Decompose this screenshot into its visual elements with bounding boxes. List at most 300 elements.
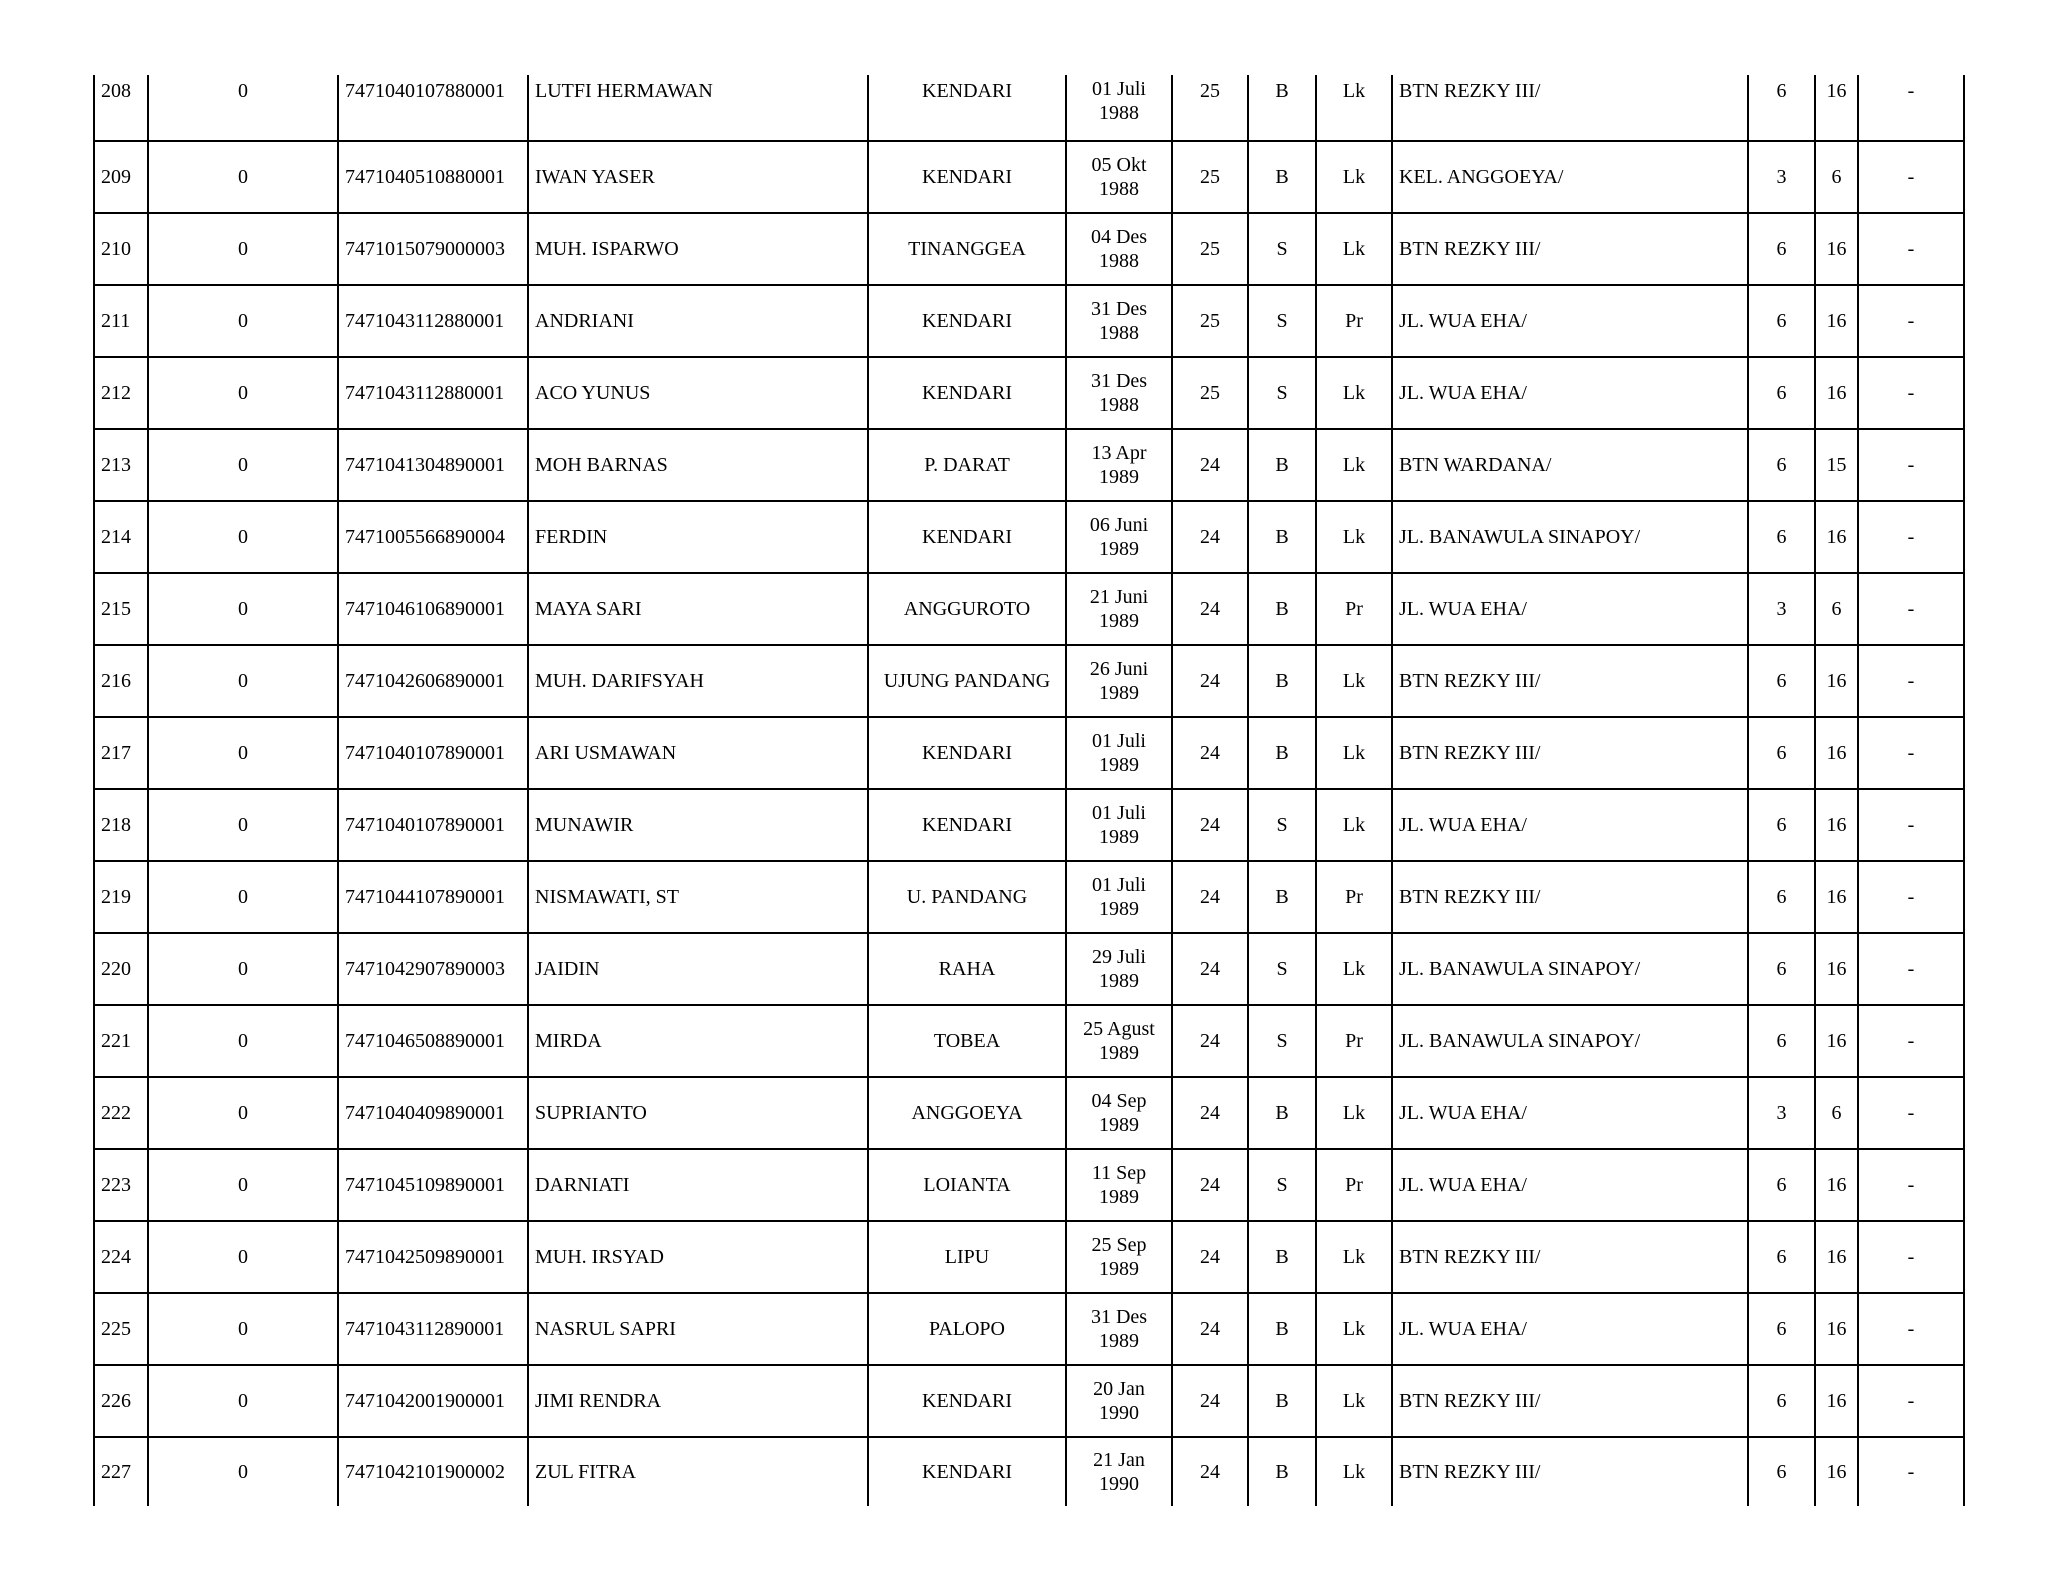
birthplace-cell: ANGGUROTO (868, 573, 1066, 645)
birthdate-cell (1066, 1077, 1172, 1149)
birthplace-cell: TOBEA (868, 1005, 1066, 1077)
birthdate-cell (1066, 1221, 1172, 1293)
age-cell: 24 (1172, 645, 1248, 717)
address-cell: JL. WUA EHA/ (1392, 573, 1748, 645)
gender-cell: Lk (1316, 645, 1392, 717)
marital-status-cell: S (1248, 1149, 1316, 1221)
nik-cell: 7471046106890001 (338, 573, 528, 645)
marital-status-cell: B (1248, 1437, 1316, 1506)
birthdate-day-month: 26 Juni (1089, 658, 1149, 680)
rt-cell: 3 (1748, 141, 1815, 213)
rw-cell: 6 (1815, 141, 1858, 213)
row-number: 220 (94, 933, 148, 1005)
name-cell: DARNIATI (528, 1149, 868, 1221)
birthdate-day-month: 04 Sep (1091, 1090, 1147, 1112)
nik-cell: 7471045109890001 (338, 1149, 528, 1221)
gender-cell: Lk (1316, 1293, 1392, 1365)
rt-cell: 6 (1748, 285, 1815, 357)
note-cell: - (1858, 1365, 1964, 1437)
nik-cell: 7471040510880001 (338, 141, 528, 213)
gender-cell: Pr (1316, 861, 1392, 933)
birthdate-day-month: 31 Des (1090, 298, 1148, 320)
table-row (94, 933, 1964, 1005)
rw-cell: 16 (1815, 1005, 1858, 1077)
birthdate-year: 1988 (1099, 322, 1139, 344)
row-number: 214 (94, 501, 148, 573)
address-cell: JL. WUA EHA/ (1392, 285, 1748, 357)
birthdate-day-month: 20 Jan (1093, 1378, 1145, 1400)
row-number: 213 (94, 429, 148, 501)
address-cell: JL. WUA EHA/ (1392, 1293, 1748, 1365)
gender-cell: Lk (1316, 717, 1392, 789)
note-cell: - (1858, 645, 1964, 717)
birthdate-cell (1066, 357, 1172, 429)
name-cell: MOH BARNAS (528, 429, 868, 501)
note-cell: - (1858, 861, 1964, 933)
marital-status-cell: S (1248, 357, 1316, 429)
rt-cell: 6 (1748, 789, 1815, 861)
rw-cell: 16 (1815, 501, 1858, 573)
birthdate-year: 1989 (1099, 970, 1139, 992)
rt-cell: 6 (1748, 1437, 1815, 1506)
table-row (94, 429, 1964, 501)
note-cell: - (1858, 933, 1964, 1005)
nik-cell: 7471040409890001 (338, 1077, 528, 1149)
address-cell: JL. BANAWULA SINAPOY/ (1392, 1005, 1748, 1077)
birthdate-year: 1989 (1099, 538, 1139, 560)
age-cell: 25 (1172, 357, 1248, 429)
note-cell: - (1858, 1293, 1964, 1365)
rw-cell: 16 (1815, 357, 1858, 429)
gender-cell: Lk (1316, 1437, 1392, 1506)
birthdate-year: 1989 (1099, 1114, 1139, 1136)
row-number: 212 (94, 357, 148, 429)
age-cell: 24 (1172, 501, 1248, 573)
note-cell: - (1858, 573, 1964, 645)
rw-cell: 16 (1815, 1293, 1858, 1365)
birthdate-day-month: 21 Jan (1093, 1449, 1145, 1471)
birthplace-cell: KENDARI (868, 285, 1066, 357)
rw-cell: 16 (1815, 1437, 1858, 1506)
row-number: 222 (94, 1077, 148, 1149)
birthdate-day-month: 31 Des (1090, 1306, 1148, 1328)
birthdate-cell (1066, 1365, 1172, 1437)
table-row (94, 573, 1964, 645)
age-cell: 24 (1172, 429, 1248, 501)
birthdate-cell (1066, 717, 1172, 789)
age-cell: 24 (1172, 1149, 1248, 1221)
row-number: 225 (94, 1293, 148, 1365)
nik-cell: 7471042509890001 (338, 1221, 528, 1293)
row-number: 221 (94, 1005, 148, 1077)
age-cell: 24 (1172, 789, 1248, 861)
age-cell: 24 (1172, 1437, 1248, 1506)
nik-cell: 7471043112880001 (338, 285, 528, 357)
marital-status-cell: B (1248, 717, 1316, 789)
name-cell: ACO YUNUS (528, 357, 868, 429)
address-cell: BTN REZKY III/ (1392, 1221, 1748, 1293)
row-number: 224 (94, 1221, 148, 1293)
birthplace-cell: KENDARI (868, 501, 1066, 573)
gender-cell: Lk (1316, 789, 1392, 861)
flag-cell: 0 (148, 141, 338, 213)
flag-cell: 0 (148, 1005, 338, 1077)
gender-cell: Pr (1316, 285, 1392, 357)
birthdate-cell (1066, 501, 1172, 573)
gender-cell: Lk (1316, 501, 1392, 573)
gender-cell: Pr (1316, 573, 1392, 645)
marital-status-cell: B (1248, 501, 1316, 573)
row-number: 215 (94, 573, 148, 645)
nik-cell: 7471005566890004 (338, 501, 528, 573)
flag-cell: 0 (148, 573, 338, 645)
nik-cell: 7471042101900002 (338, 1437, 528, 1506)
marital-status-cell: S (1248, 213, 1316, 285)
birthplace-cell: KENDARI (868, 141, 1066, 213)
address-cell: KEL. ANGGOEYA/ (1392, 141, 1748, 213)
age-cell: 24 (1172, 1077, 1248, 1149)
marital-status-cell: S (1248, 789, 1316, 861)
birthdate-year: 1989 (1099, 1258, 1139, 1280)
marital-status-cell: B (1248, 861, 1316, 933)
table-row (94, 213, 1964, 285)
flag-cell: 0 (148, 1149, 338, 1221)
table-row (94, 1149, 1964, 1221)
nik-cell: 7471040107890001 (338, 789, 528, 861)
name-cell: MUH. IRSYAD (528, 1221, 868, 1293)
note-cell: - (1858, 141, 1964, 213)
gender-cell: Lk (1316, 1077, 1392, 1149)
rw-cell: 6 (1815, 1077, 1858, 1149)
note-cell: - (1858, 357, 1964, 429)
birthdate-cell (1066, 213, 1172, 285)
flag-cell: 0 (148, 1437, 338, 1506)
birthdate-cell (1066, 429, 1172, 501)
gender-cell: Lk (1316, 1365, 1392, 1437)
birthdate-day-month: 29 Juli (1092, 946, 1146, 968)
row-number: 217 (94, 717, 148, 789)
birthdate-day-month: 13 Apr (1091, 442, 1147, 464)
flag-cell: 0 (148, 213, 338, 285)
birthdate-day-month: 05 Okt (1091, 154, 1147, 176)
note-cell: - (1858, 501, 1964, 573)
table-row (94, 1221, 1964, 1293)
address-cell: BTN REZKY III/ (1392, 213, 1748, 285)
name-cell: ANDRIANI (528, 285, 868, 357)
age-cell: 25 (1172, 285, 1248, 357)
rw-cell: 15 (1815, 429, 1858, 501)
flag-cell: 0 (148, 501, 338, 573)
table-row (94, 717, 1964, 789)
nik-cell: 7471044107890001 (338, 861, 528, 933)
name-cell: MUH. DARIFSYAH (528, 645, 868, 717)
note-cell: - (1858, 789, 1964, 861)
gender-cell: Lk (1316, 357, 1392, 429)
birthdate-year: 1988 (1099, 102, 1139, 124)
birthplace-cell: KENDARI (868, 357, 1066, 429)
age-cell: 24 (1172, 1365, 1248, 1437)
row-number: 219 (94, 861, 148, 933)
address-cell: JL. WUA EHA/ (1392, 1149, 1748, 1221)
rw-cell: 16 (1815, 1149, 1858, 1221)
birthdate-day-month: 31 Des (1090, 370, 1148, 392)
name-cell: ARI USMAWAN (528, 717, 868, 789)
birthdate-day-month: 06 Juni (1089, 514, 1149, 536)
rw-cell: 16 (1815, 717, 1858, 789)
rt-cell: 6 (1748, 357, 1815, 429)
birthdate-year: 1989 (1099, 610, 1139, 632)
rt-cell: 3 (1748, 1077, 1815, 1149)
marital-status-cell: B (1248, 573, 1316, 645)
address-cell: BTN REZKY III/ (1392, 861, 1748, 933)
birthdate-year: 1989 (1099, 1186, 1139, 1208)
nik-cell: 7471043112890001 (338, 1293, 528, 1365)
table-row (94, 861, 1964, 933)
rt-cell: 6 (1748, 75, 1815, 141)
birthdate-year: 1989 (1099, 898, 1139, 920)
marital-status-cell: S (1248, 1005, 1316, 1077)
row-number: 208 (94, 75, 148, 141)
marital-status-cell: S (1248, 285, 1316, 357)
row-number: 210 (94, 213, 148, 285)
name-cell: LUTFI HERMAWAN (528, 75, 868, 141)
birthdate-cell (1066, 75, 1172, 141)
birthdate-year: 1988 (1099, 250, 1139, 272)
birthdate-day-month: 01 Juli (1092, 730, 1146, 752)
name-cell: SUPRIANTO (528, 1077, 868, 1149)
birthdate-day-month: 01 Juli (1092, 78, 1146, 100)
marital-status-cell: S (1248, 933, 1316, 1005)
rt-cell: 6 (1748, 213, 1815, 285)
note-cell: - (1858, 1005, 1964, 1077)
rw-cell: 16 (1815, 1365, 1858, 1437)
row-number: 223 (94, 1149, 148, 1221)
age-cell: 24 (1172, 717, 1248, 789)
age-cell: 24 (1172, 933, 1248, 1005)
birthdate-cell (1066, 141, 1172, 213)
address-cell: JL. WUA EHA/ (1392, 357, 1748, 429)
note-cell: - (1858, 285, 1964, 357)
table-row (94, 1077, 1964, 1149)
address-cell: BTN REZKY III/ (1392, 1437, 1748, 1506)
nik-cell: 7471041304890001 (338, 429, 528, 501)
nik-cell: 7471046508890001 (338, 1005, 528, 1077)
birthdate-cell (1066, 645, 1172, 717)
birthplace-cell: KENDARI (868, 789, 1066, 861)
row-number: 227 (94, 1437, 148, 1506)
note-cell: - (1858, 1077, 1964, 1149)
nik-cell: 7471040107890001 (338, 717, 528, 789)
flag-cell: 0 (148, 1293, 338, 1365)
address-cell: BTN WARDANA/ (1392, 429, 1748, 501)
gender-cell: Lk (1316, 75, 1392, 141)
voter-list-table (93, 75, 1965, 1506)
rw-cell: 16 (1815, 645, 1858, 717)
nik-cell: 7471040107880001 (338, 75, 528, 141)
name-cell: JAIDIN (528, 933, 868, 1005)
rw-cell: 6 (1815, 573, 1858, 645)
birthplace-cell: P. DARAT (868, 429, 1066, 501)
flag-cell: 0 (148, 75, 338, 141)
age-cell: 25 (1172, 213, 1248, 285)
nik-cell: 7471015079000003 (338, 213, 528, 285)
age-cell: 24 (1172, 861, 1248, 933)
flag-cell: 0 (148, 1221, 338, 1293)
table-row (94, 501, 1964, 573)
birthdate-year: 1990 (1099, 1402, 1139, 1424)
note-cell: - (1858, 717, 1964, 789)
rt-cell: 6 (1748, 1221, 1815, 1293)
rw-cell: 16 (1815, 213, 1858, 285)
flag-cell: 0 (148, 645, 338, 717)
name-cell: IWAN YASER (528, 141, 868, 213)
table-row (94, 1293, 1964, 1365)
row-number: 216 (94, 645, 148, 717)
rt-cell: 6 (1748, 1293, 1815, 1365)
birthplace-cell: PALOPO (868, 1293, 1066, 1365)
address-cell: JL. WUA EHA/ (1392, 1077, 1748, 1149)
flag-cell: 0 (148, 861, 338, 933)
rw-cell: 16 (1815, 1221, 1858, 1293)
birthdate-year: 1989 (1099, 682, 1139, 704)
birthdate-day-month: 01 Juli (1092, 802, 1146, 824)
flag-cell: 0 (148, 933, 338, 1005)
marital-status-cell: B (1248, 429, 1316, 501)
rt-cell: 6 (1748, 429, 1815, 501)
note-cell: - (1858, 429, 1964, 501)
nik-cell: 7471042606890001 (338, 645, 528, 717)
table-row (94, 141, 1964, 213)
address-cell: BTN REZKY III/ (1392, 1365, 1748, 1437)
birthplace-cell: ANGGOEYA (868, 1077, 1066, 1149)
birthdate-year: 1990 (1099, 1473, 1139, 1495)
age-cell: 24 (1172, 1005, 1248, 1077)
row-number: 211 (94, 285, 148, 357)
birthplace-cell: KENDARI (868, 717, 1066, 789)
note-cell: - (1858, 213, 1964, 285)
table-row (94, 645, 1964, 717)
gender-cell: Lk (1316, 213, 1392, 285)
flag-cell: 0 (148, 357, 338, 429)
name-cell: MUH. ISPARWO (528, 213, 868, 285)
table-row (94, 1437, 1964, 1506)
marital-status-cell: B (1248, 1365, 1316, 1437)
table-row (94, 75, 1964, 141)
note-cell: - (1858, 75, 1964, 141)
flag-cell: 0 (148, 285, 338, 357)
age-cell: 25 (1172, 75, 1248, 141)
birthdate-cell (1066, 789, 1172, 861)
table-row (94, 1005, 1964, 1077)
table-row (94, 357, 1964, 429)
birthplace-cell: LOIANTA (868, 1149, 1066, 1221)
nik-cell: 7471042001900001 (338, 1365, 528, 1437)
name-cell: ZUL FITRA (528, 1437, 868, 1506)
table-body (94, 75, 1964, 1506)
gender-cell: Pr (1316, 1005, 1392, 1077)
birthdate-year: 1988 (1099, 394, 1139, 416)
birthdate-cell (1066, 933, 1172, 1005)
note-cell: - (1858, 1149, 1964, 1221)
name-cell: FERDIN (528, 501, 868, 573)
rt-cell: 6 (1748, 1149, 1815, 1221)
gender-cell: Pr (1316, 1149, 1392, 1221)
marital-status-cell: B (1248, 1077, 1316, 1149)
birthdate-day-month: 25 Agust (1083, 1018, 1155, 1040)
row-number: 226 (94, 1365, 148, 1437)
birthdate-cell (1066, 573, 1172, 645)
birthplace-cell: TINANGGEA (868, 213, 1066, 285)
name-cell: NASRUL SAPRI (528, 1293, 868, 1365)
rt-cell: 6 (1748, 717, 1815, 789)
birthdate-cell (1066, 861, 1172, 933)
table-row (94, 789, 1964, 861)
nik-cell: 7471043112880001 (338, 357, 528, 429)
birthdate-day-month: 25 Sep (1091, 1234, 1147, 1256)
birthdate-cell (1066, 285, 1172, 357)
age-cell: 24 (1172, 1293, 1248, 1365)
name-cell: MIRDA (528, 1005, 868, 1077)
birthdate-day-month: 04 Des (1090, 226, 1148, 248)
name-cell: JIMI RENDRA (528, 1365, 868, 1437)
marital-status-cell: B (1248, 1221, 1316, 1293)
birthdate-year: 1989 (1099, 1330, 1139, 1352)
birthdate-year: 1989 (1099, 826, 1139, 848)
birthdate-day-month: 21 Juni (1089, 586, 1149, 608)
rw-cell: 16 (1815, 933, 1858, 1005)
marital-status-cell: B (1248, 645, 1316, 717)
note-cell: - (1858, 1437, 1964, 1506)
address-cell: JL. WUA EHA/ (1392, 789, 1748, 861)
birthdate-day-month: 01 Juli (1092, 874, 1146, 896)
flag-cell: 0 (148, 717, 338, 789)
address-cell: BTN REZKY III/ (1392, 717, 1748, 789)
birthplace-cell: RAHA (868, 933, 1066, 1005)
rw-cell: 16 (1815, 789, 1858, 861)
rt-cell: 3 (1748, 573, 1815, 645)
birthdate-cell (1066, 1437, 1172, 1506)
address-cell: JL. BANAWULA SINAPOY/ (1392, 933, 1748, 1005)
birthdate-year: 1989 (1099, 754, 1139, 776)
birthplace-cell: KENDARI (868, 1365, 1066, 1437)
birthplace-cell: U. PANDANG (868, 861, 1066, 933)
birthdate-year: 1988 (1099, 178, 1139, 200)
address-cell: JL. BANAWULA SINAPOY/ (1392, 501, 1748, 573)
birthdate-day-month: 11 Sep (1091, 1162, 1147, 1184)
row-number: 218 (94, 789, 148, 861)
rt-cell: 6 (1748, 1005, 1815, 1077)
note-cell: - (1858, 1221, 1964, 1293)
marital-status-cell: B (1248, 1293, 1316, 1365)
rw-cell: 16 (1815, 285, 1858, 357)
flag-cell: 0 (148, 429, 338, 501)
birthplace-cell: UJUNG PANDANG (868, 645, 1066, 717)
gender-cell: Lk (1316, 933, 1392, 1005)
table-row (94, 1365, 1964, 1437)
birthplace-cell: KENDARI (868, 1437, 1066, 1506)
birthdate-cell (1066, 1293, 1172, 1365)
flag-cell: 0 (148, 1365, 338, 1437)
address-cell: BTN REZKY III/ (1392, 645, 1748, 717)
flag-cell: 0 (148, 1077, 338, 1149)
rt-cell: 6 (1748, 645, 1815, 717)
rw-cell: 16 (1815, 75, 1858, 141)
table-row (94, 285, 1964, 357)
birthplace-cell: LIPU (868, 1221, 1066, 1293)
birthdate-year: 1989 (1099, 1042, 1139, 1064)
flag-cell: 0 (148, 789, 338, 861)
age-cell: 24 (1172, 1221, 1248, 1293)
